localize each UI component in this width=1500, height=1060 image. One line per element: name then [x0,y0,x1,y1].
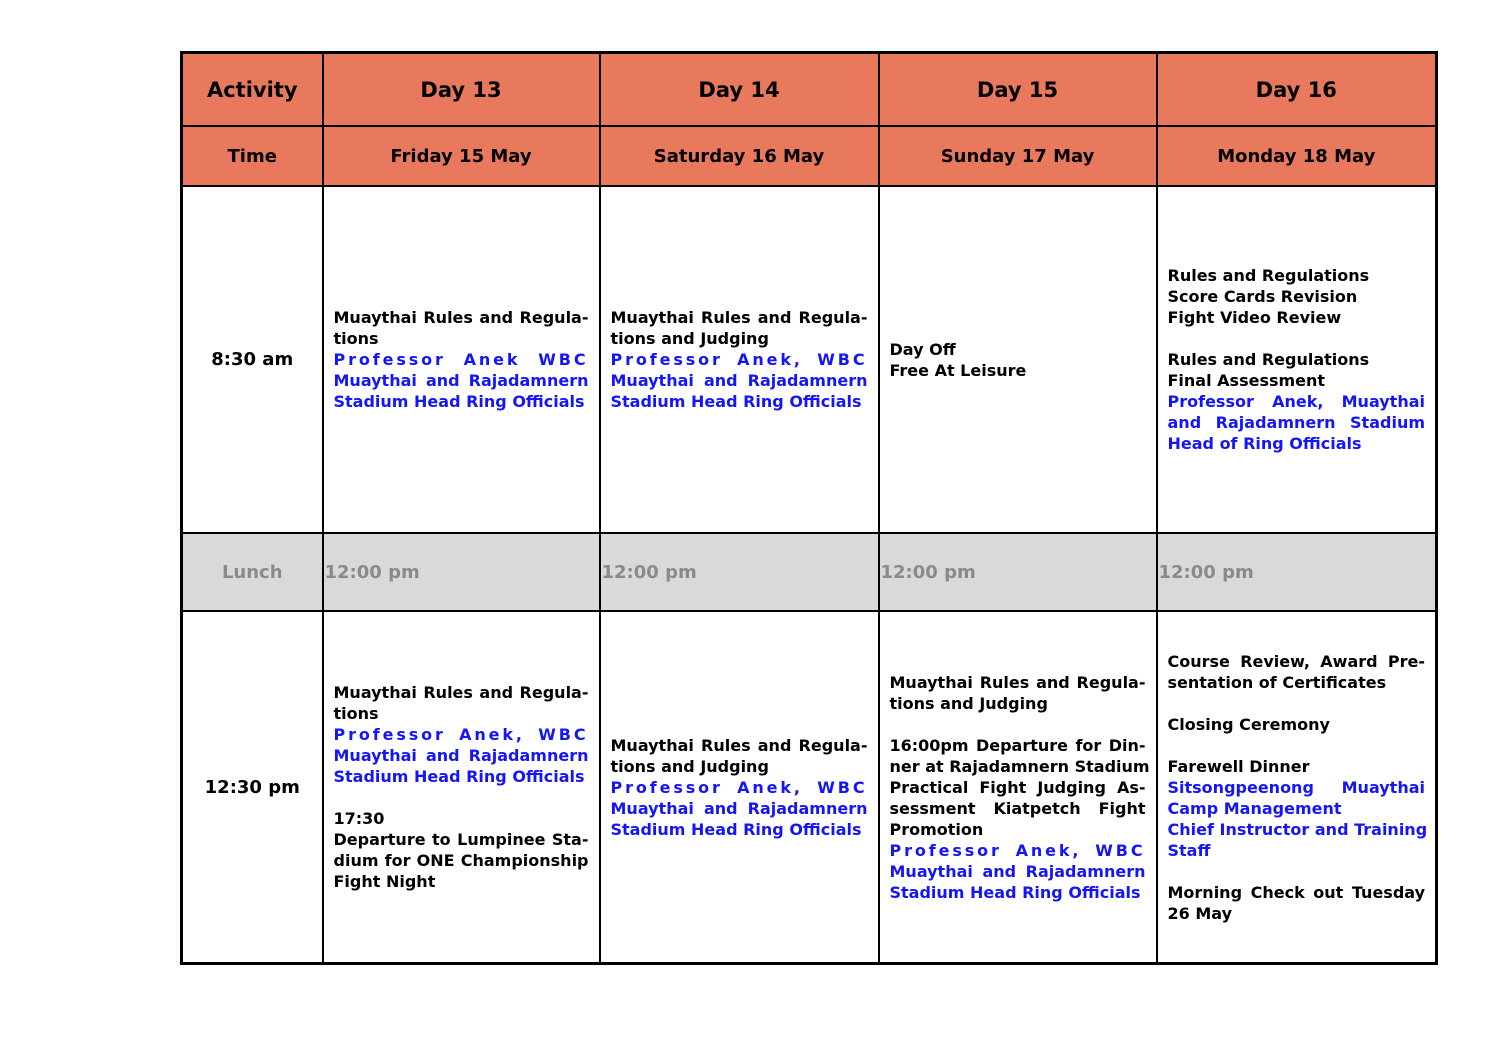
cell-lunch-day14 [600,533,879,611]
schedule-text-line: Fight Night [333,872,436,891]
row-lunch [182,533,1437,611]
schedule-text-line: Chief Instructor and Training [1167,819,1428,839]
schedule-text-line: Muaythai and Rajadamnern [889,861,1146,881]
blank-line [1168,328,1426,349]
header-row-2 [182,126,1437,186]
schedule-text-line: Rules and Regulations [1167,266,1370,285]
schedule-text-line: 26 May [1167,903,1232,923]
cell-afternoon-day14 [600,611,879,964]
time-cell-afternoon: 12:30 pm [182,611,323,964]
cell-morning-day13 [323,186,600,533]
schedule-text-line: Muaythai Rules and Regula- [889,672,1146,692]
schedule-body [182,186,1437,964]
schedule-container [180,51,1438,965]
cell-afternoon-day15 [879,611,1157,964]
schedule-text-line: Final Assessment [1167,371,1326,390]
schedule-text-line: Muaythai Rules and Regula- [333,308,589,327]
schedule-text-line: Muaythai and Rajadamnern [333,371,589,390]
header-row-1 [182,53,1437,127]
schedule-text-line: Stadium Head Ring Officials [610,392,862,411]
schedule-text-line: Muaythai and Rajadamnern [610,371,868,390]
header-day-16: Day 16 [1157,53,1437,127]
schedule-text-line: Professor Anek WBC [333,350,589,369]
schedule-text-line: 16:00pm Departure for Din- [889,735,1146,755]
schedule-text-line: Score Cards Revision [1167,287,1358,306]
schedule-table [180,51,1438,965]
row-morning [182,186,1437,533]
cell-lunch-day15 [879,533,1157,611]
blank-line [1168,693,1426,714]
blank-line [334,787,589,808]
schedule-text-line: Professor Anek, WBC [610,350,868,369]
schedule-text-line: dium for ONE Championship [333,851,589,870]
schedule-text-line: Departure to Lumpinee Sta- [333,830,589,849]
schedule-text-line: Farewell Dinner [1167,756,1310,776]
schedule-text-line: Muaythai Rules and Regula- [610,308,868,327]
schedule-text-line: Muaythai Rules and Regula- [333,683,589,702]
cell-lunch-day16 [1157,533,1437,611]
header-friday-15-may: Friday 15 May [323,126,600,186]
header-monday-18-may: Monday 18 May [1157,126,1437,186]
cell-morning-day16 [1157,186,1437,533]
schedule-text-line: Professor Anek, WBC [333,725,589,744]
time-cell-lunch: Lunch [182,533,323,611]
schedule-text-line: Day Off [889,339,956,359]
schedule-text-line: 12:00 pm [324,561,420,583]
schedule-text-line: Professor Anek, WBC [889,840,1146,860]
cell-afternoon-day13 [323,611,600,964]
schedule-text-line: 12:00 pm [1158,561,1254,583]
schedule-text-line: 17:30 [333,809,385,828]
schedule-text-line: Stadium Head Ring Officials [610,819,862,839]
schedule-text-line: Professor Anek, WBC [610,777,868,797]
schedule-text-line: tions [333,704,379,723]
schedule-text-line: tions and Judging [610,329,769,348]
schedule-text-line: Stadium Head Ring Officials [889,882,1141,902]
schedule-text-line: Stadium Head Ring Officials [333,392,585,411]
schedule-text-line: Practical Fight Judging As- [889,777,1146,797]
schedule-text-line: Head of Ring Officials [1167,434,1362,453]
cell-morning-day15 [879,186,1157,533]
schedule-text-line: Staff [1167,840,1211,860]
schedule-text-line: tions [333,329,379,348]
schedule-text-line: Free At Leisure [889,360,1027,380]
blank-line [890,714,1146,735]
schedule-text-line: Closing Ceremony [1167,714,1330,734]
schedule-header [182,53,1437,187]
row-afternoon [182,611,1437,964]
header-day-14: Day 14 [600,53,879,127]
schedule-text-line: Morning Check out Tuesday [1167,882,1425,902]
header-sunday-17-may: Sunday 17 May [879,126,1157,186]
schedule-text-line: Muaythai and Rajadamnern [610,798,868,818]
header-activity: Activity [182,53,323,127]
header-saturday-16-may: Saturday 16 May [600,126,879,186]
cell-morning-day14 [600,186,879,533]
schedule-text-line: Sitsongpeenong Muaythai [1167,777,1425,797]
blank-line [1168,735,1426,756]
schedule-text-line: Professor Anek, Muaythai [1167,392,1425,411]
schedule-text-line: Fight Video Review [1167,308,1342,327]
schedule-text-line: tions and Judging [610,756,769,776]
schedule-text-line: sessment Kiatpetch Fight [889,798,1146,818]
schedule-text-line: Promotion [889,819,984,839]
schedule-text-line: 12:00 pm [880,561,976,583]
schedule-text-line: Course Review, Award Pre- [1167,651,1425,671]
cell-afternoon-day16 [1157,611,1437,964]
schedule-text-line: sentation of Certificates [1167,672,1387,692]
time-cell-morning: 8:30 am [182,186,323,533]
header-day-13: Day 13 [323,53,600,127]
header-day-15: Day 15 [879,53,1157,127]
schedule-text-line: Stadium Head Ring Officials [333,767,585,786]
blank-line [1168,861,1426,882]
schedule-text-line: tions and Judging [889,693,1048,713]
schedule-text-line: Muaythai and Rajadamnern [333,746,589,765]
schedule-text-line: Muaythai Rules and Regula- [610,735,868,755]
schedule-text-line: and Rajadamnern Stadium [1167,413,1425,432]
schedule-text-line: 12:00 pm [601,561,697,583]
schedule-text-line: Camp Management [1167,798,1342,818]
schedule-text-line: Rules and Regulations [1167,350,1370,369]
cell-lunch-day13 [323,533,600,611]
schedule-text-line: ner at Rajadamnern Stadium [889,756,1150,776]
header-time: Time [182,126,323,186]
